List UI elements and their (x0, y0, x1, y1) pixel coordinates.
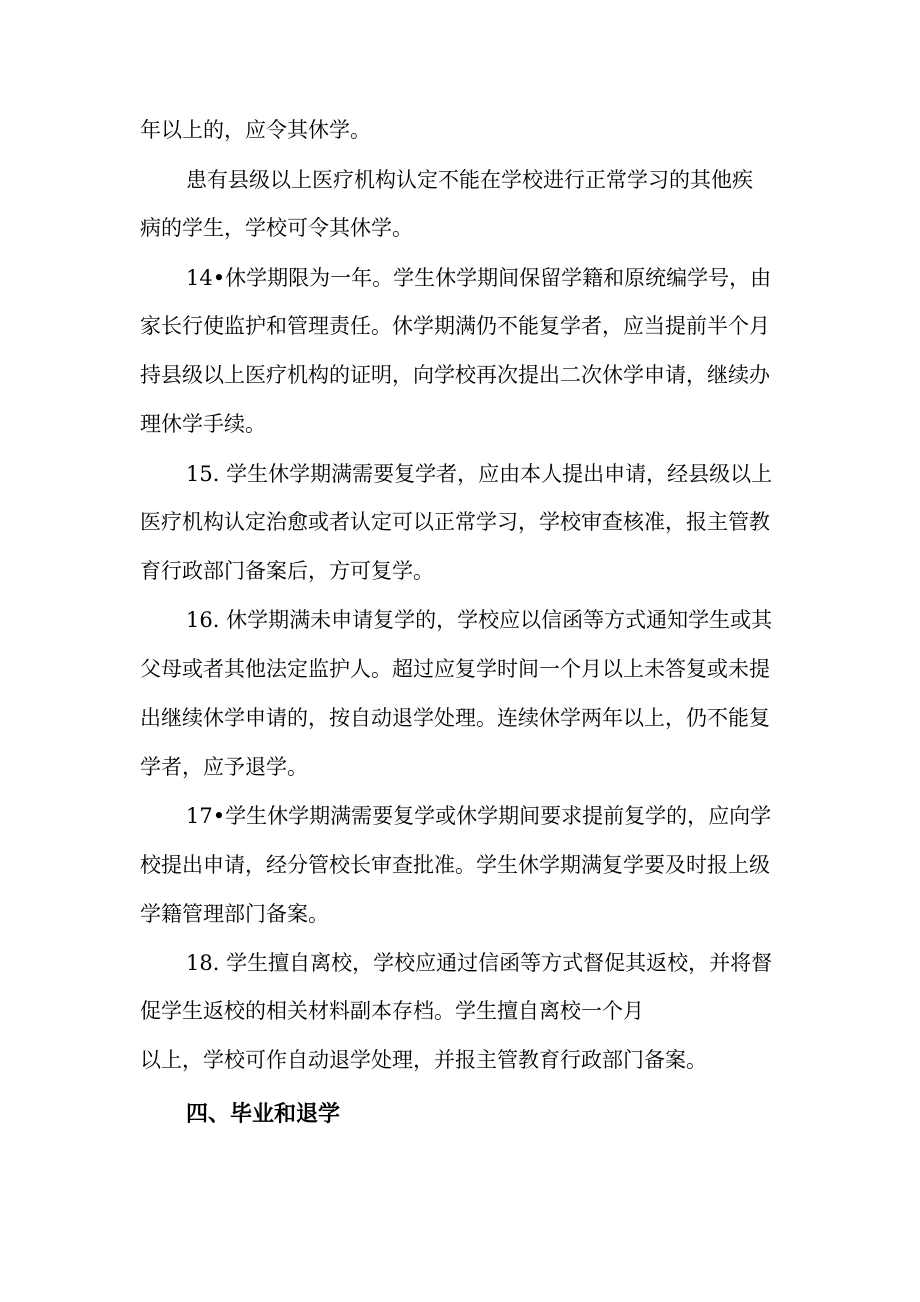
text-line: 15. 学生休学期满需要复学者，应由本人提出申请，经县级以上 (186, 462, 773, 486)
text-line: 以上，学校可作自动退学处理，并报主管教育行政部门备案。 (140, 1048, 707, 1072)
text-line: 育行政部门备案后，方可复学。 (140, 559, 434, 583)
text-line: 持县级以上医疗机构的证明，向学校再次提出二次休学申请，继续办 (140, 363, 770, 387)
text-line: 理休学手续。 (140, 412, 266, 436)
text-line: 患有县级以上医疗机构认定不能在学校进行正常学习的其他疾 (186, 168, 753, 192)
text-line: 医疗机构认定治愈或者认定可以正常学习，学校审查核准，报主管教 (140, 510, 770, 534)
text-line: 病的学生，学校可令其休学。 (140, 216, 413, 240)
text-line: 父母或者其他法定监护人。超过应复学时间一个月以上未答复或未提 (140, 657, 770, 681)
text-line: 促学生返校的相关材料副本存档。学生擅自离校一个月 (140, 999, 644, 1023)
text-line: 学籍管理部门备案。 (140, 902, 329, 926)
text-line: 18. 学生擅自离校，学校应通过信函等方式督促其返校，并将督 (186, 951, 773, 975)
section-heading: 四、毕业和退学 (186, 1102, 341, 1127)
text-line: 17•学生休学期满需要复学或休学期间要求提前复学的，应向学 (186, 804, 772, 828)
text-line: 16. 休学期满未申请复学的，学校应以信函等方式通知学生或其 (186, 608, 773, 632)
text-line: 家长行使监护和管理责任。休学期满仍不能复学者，应当提前半个月 (140, 314, 770, 338)
text-line: 14•休学期限为一年。学生休学期间保留学籍和原统编学号，由 (186, 266, 772, 290)
text-line: 年以上的，应令其休学。 (140, 118, 371, 142)
text-line: 校提出申请，经分管校长审查批准。学生休学期满复学要及时报上级 (140, 853, 770, 877)
text-line: 学者，应予退学。 (140, 755, 308, 779)
text-line: 出继续休学申请的，按自动退学处理。连续休学两年以上，仍不能复 (140, 706, 770, 730)
